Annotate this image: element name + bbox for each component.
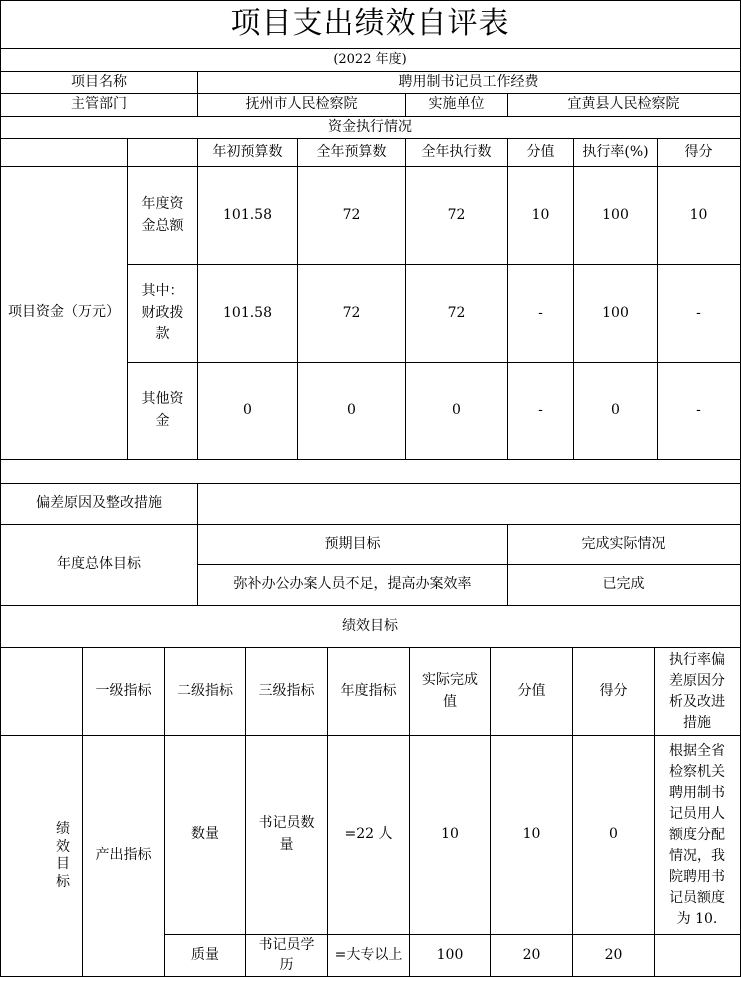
supervising-dept-value: 抚州市人民检察院	[245, 96, 358, 113]
actual-status-value: 已完成	[602, 576, 645, 593]
funds-cell: 0	[243, 402, 252, 419]
grid-line	[0, 459, 741, 460]
funds-header-score: 得分	[684, 143, 713, 160]
funds-cell: 72	[342, 304, 361, 321]
funds-header-executed: 全年执行数	[421, 143, 492, 160]
perf-level3: 书记员学 历	[258, 936, 315, 973]
implementing-unit-label: 实施单位	[428, 96, 485, 113]
perf-actual-value: 10	[441, 826, 459, 843]
expected-goal-value: 弥补办公办案人员不足，提高办案效率	[233, 576, 472, 593]
funds-cell: 101.58	[223, 304, 272, 321]
funds-row-name: 年度资 金总额	[141, 195, 184, 234]
performance-side-label: 绩 效 目 标	[56, 821, 70, 890]
level1-output-indicator: 产出指标	[95, 847, 152, 864]
funds-cell: 100	[602, 206, 629, 223]
perf-score: 20	[604, 946, 623, 963]
perf-header-level2: 二级指标	[177, 682, 233, 699]
deviation-value	[198, 484, 739, 524]
perf-header-score: 得分	[599, 682, 628, 699]
perf-header-actual-value: 实际完成 值	[422, 671, 478, 710]
perf-level2: 质量	[191, 946, 219, 963]
funds-cell: 101.58	[223, 206, 272, 223]
funds-header-execution-rate: 执行率(%)	[582, 143, 649, 160]
perf-header-level3: 三级指标	[258, 682, 315, 699]
perf-header-deviation-note: 执行率偏 差原因分 析及改进 措施	[669, 651, 725, 731]
performance-section-title: 绩效目标	[342, 617, 398, 634]
funds-row-name: 其他资 金	[141, 391, 184, 429]
funds-cell: -	[538, 402, 543, 419]
funds-header-initial-budget: 年初预算数	[212, 143, 283, 160]
project-name-label: 项目名称	[71, 73, 127, 90]
project-name-value: 聘用制书记员工作经费	[398, 73, 539, 90]
funds-header-score-value: 分值	[526, 143, 555, 160]
funds-cell: 100	[602, 304, 629, 321]
funds-cell: 0	[611, 402, 620, 419]
perf-header-annual-target: 年度指标	[340, 682, 397, 699]
funds-cell: 10	[689, 206, 708, 223]
perf-actual-value: 100	[436, 946, 464, 963]
perf-score: 0	[609, 826, 618, 843]
funds-cell: -	[538, 304, 543, 321]
funds-cell: 0	[347, 402, 356, 419]
annual-goal-label: 年度总体目标	[57, 556, 141, 573]
funds-cell: 0	[452, 402, 461, 419]
perf-header-level1: 一级指标	[95, 682, 152, 699]
funds-cell: -	[696, 304, 701, 321]
funds-cell: 72	[447, 304, 466, 321]
funds-cell: -	[696, 402, 701, 419]
implementing-unit-value: 宜黄县人民检察院	[567, 96, 680, 113]
funds-cell: 72	[342, 206, 361, 223]
report-year: (2022 年度)	[333, 51, 407, 67]
perf-level3: 书记员数 量	[258, 815, 315, 853]
perf-annual-target: =大专以上	[334, 946, 403, 963]
funds-cell: 72	[447, 206, 466, 223]
project-funds-label: 项目资金（万元）	[8, 304, 120, 321]
funds-row-name: 其中： 财政拨 款	[141, 282, 184, 343]
deviation-label: 偏差原因及整改措施	[36, 495, 162, 512]
perf-annual-target: =22 人	[344, 826, 393, 843]
funds-cell: 10	[531, 206, 550, 223]
perf-level2: 数量	[191, 826, 219, 843]
funds-section-title: 资金执行情况	[328, 118, 412, 135]
expected-goal-header: 预期目标	[324, 535, 381, 552]
perf-header-score-value: 分值	[517, 682, 546, 699]
funds-header-annual-budget: 全年预算数	[316, 143, 387, 160]
perf-score-value: 10	[522, 826, 541, 843]
perf-score-value: 20	[522, 946, 541, 963]
perf-deviation-note	[655, 935, 739, 976]
table-title: 项目支出绩效自评表	[230, 6, 510, 42]
grid-line	[0, 976, 741, 977]
supervising-dept-label: 主管部门	[71, 96, 127, 113]
actual-status-header: 完成实际情况	[581, 535, 666, 552]
perf-deviation-note: 根据全省 检察机关 聘用制书 记员用人 额度分配 情况，我 院聘用书 记员额度 为 10.	[669, 742, 725, 927]
